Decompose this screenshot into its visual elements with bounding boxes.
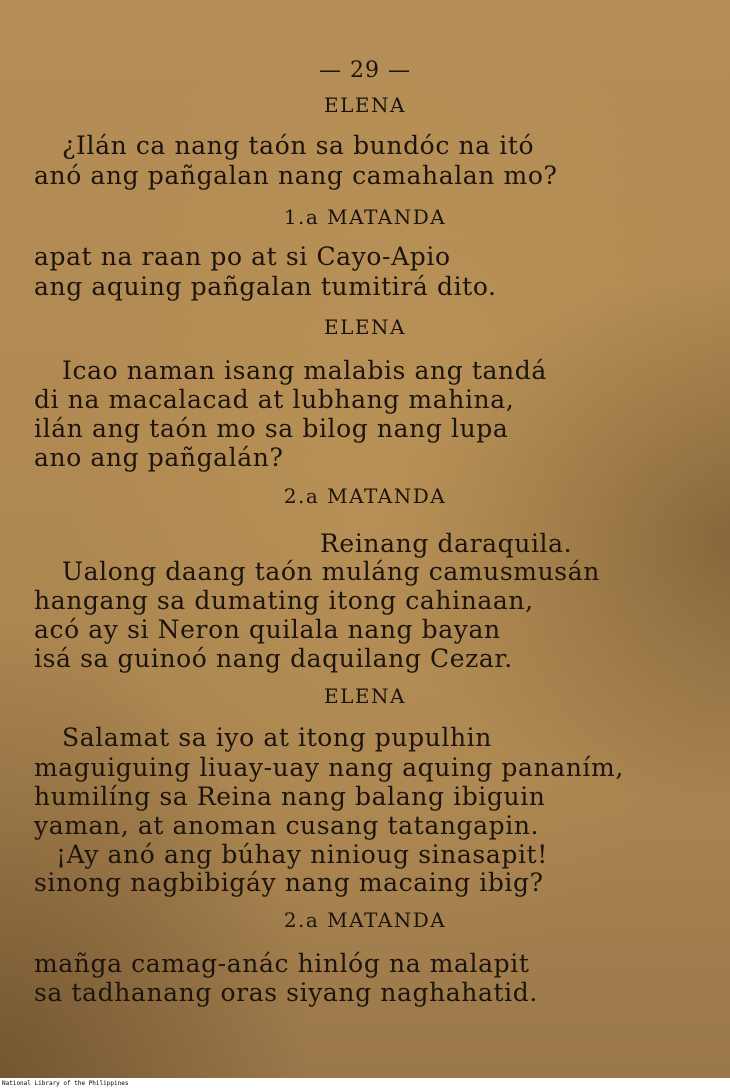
verse-line: yaman, at anoman cusang tatangapin. xyxy=(34,811,540,840)
speaker-heading: ELENA xyxy=(324,315,406,339)
verse-line: ilán ang taón mo sa bilog nang lupa xyxy=(34,414,509,443)
verse-line: apat na raan po at si Cayo-Apio xyxy=(34,242,451,271)
verse-line: sa tadhanang oras siyang naghahatid. xyxy=(34,978,538,1007)
verse-line: ¡Ay anó ang búhay ninioug sinasapit! xyxy=(56,840,548,869)
verse-line: di na macalacad at lubhang mahina, xyxy=(34,385,515,414)
speaker-heading: 2.a MATANDA xyxy=(283,908,447,932)
verse-line: sinong nagbibigáy nang macaing ibig? xyxy=(34,868,544,897)
verse-line: isá sa guinoó nang daquilang Cezar. xyxy=(34,644,513,673)
speaker-heading: 1.a MATANDA xyxy=(283,205,447,229)
verse-line: Reinang daraquila. xyxy=(320,529,573,558)
verse-line: hangang sa dumating itong cahinaan, xyxy=(34,586,534,615)
verse-line: Salamat sa iyo at itong pupulhin xyxy=(62,723,492,752)
verse-line: anó ang pañgalan nang camahalan mo? xyxy=(34,161,558,190)
page-number: — 29 — xyxy=(319,58,411,83)
speaker-heading: ELENA xyxy=(324,684,406,708)
verse-line: humilíng sa Reina nang balang ibiguin xyxy=(34,782,546,811)
footer-credit: National Library of the Philippines xyxy=(2,1080,129,1087)
verse-line: Icao naman isang malabis ang tandá xyxy=(62,356,547,385)
verse-line: mañga camag-anác hinlóg na malapit xyxy=(34,949,530,978)
speaker-heading: ELENA xyxy=(324,93,406,117)
verse-line: acó ay si Neron quilala nang bayan xyxy=(34,615,501,644)
verse-line: ano ang pañgalán? xyxy=(34,443,284,472)
speaker-heading: 2.a MATANDA xyxy=(283,484,447,508)
verse-line: maguiguing liuay-uay nang aquing pananím, xyxy=(34,753,624,782)
verse-line: ang aquing pañgalan tumitirá dito. xyxy=(34,272,497,301)
verse-line: ¿Ilán ca nang taón sa bundóc na itó xyxy=(62,131,535,160)
verse-line: Ualong daang taón muláng camusmusán xyxy=(62,557,600,586)
